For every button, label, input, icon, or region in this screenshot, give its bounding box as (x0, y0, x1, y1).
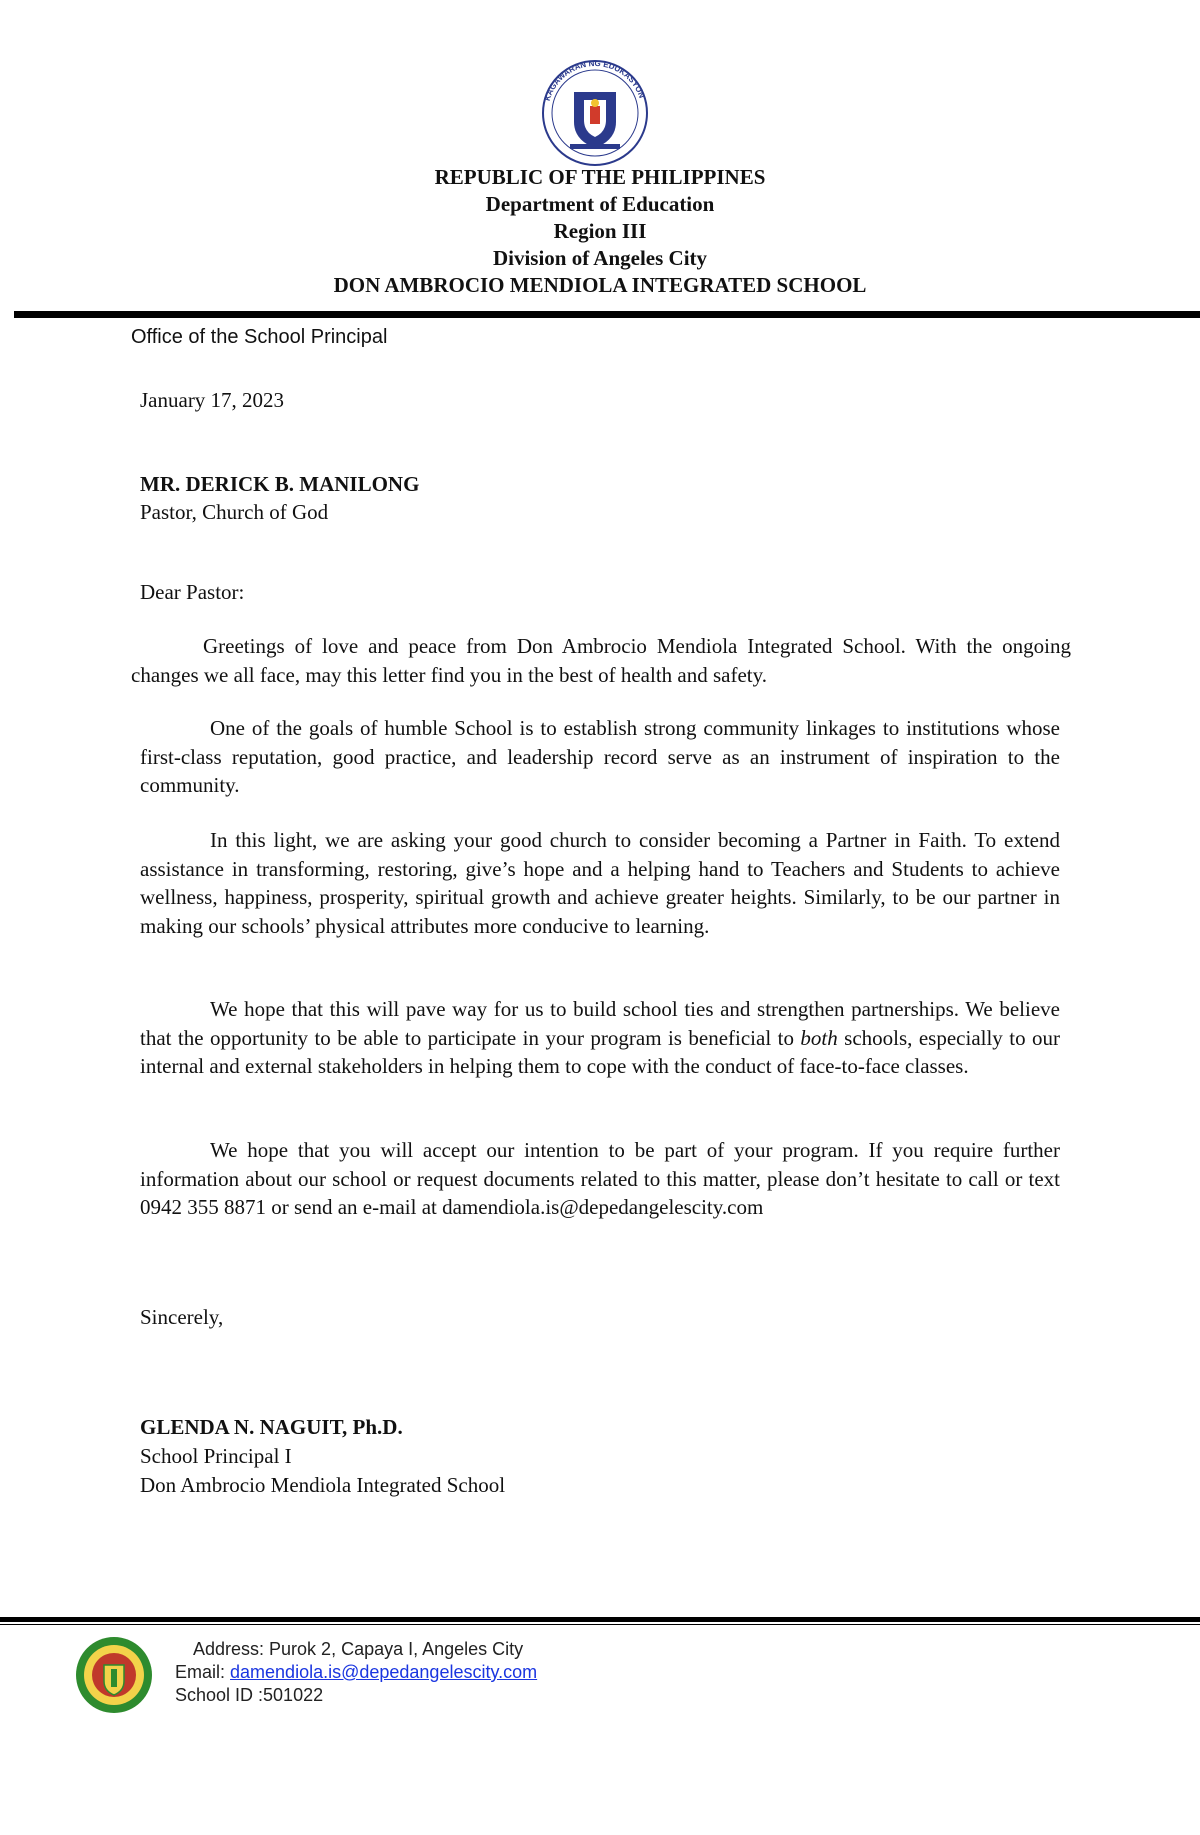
letterhead-division: Division of Angeles City (492, 246, 708, 270)
signature-block (140, 1413, 505, 1500)
footer-contact (175, 1638, 537, 1707)
footer-address: Address: Purok 2, Capaya I, Angeles City (193, 1639, 524, 1659)
school-seal-logo (74, 1635, 154, 1715)
body-paragraph-2: One of the goals of humble School is to establish strong community linkages to institutions whose first-class reputation, good practice, and leadership record serve as an instrument of inspiration to the community. (140, 716, 1060, 797)
deped-seal-logo (540, 58, 650, 168)
signatory-school: Don Ambrocio Mendiola Integrated School (140, 1473, 506, 1497)
letter-date: January 17, 2023 (140, 388, 285, 412)
paragraph-4-text-b: schools, especially to our internal and external stakeholders in helping them to cope with the conduct of face-to-face classes. (140, 1025, 1061, 1078)
recipient-name: MR. DERICK B. MANILONG (140, 472, 420, 496)
letterhead-region: Region III (553, 219, 647, 243)
salutation: Dear Pastor: (140, 580, 245, 604)
footer-email-link[interactable]: damendiola.is@depedangelescity.com (230, 1662, 538, 1682)
letterhead-school: DON AMBROCIO MENDIOLA INTEGRATED SCHOOL (333, 273, 867, 297)
footer-email-line (175, 1661, 537, 1684)
letterhead-country: REPUBLIC OF THE PHILIPPINES (434, 165, 766, 189)
body-paragraph-5: We hope that you will accept our intention to be part of your program. If you require further information about our school or request documents related to this matter, please don’t hesitate to call or text 0942 355 8871 or send an e-mail at damendiola.is@depedangelescity.com (140, 1138, 1060, 1219)
paragraph-4-emphasis: both (800, 1025, 838, 1050)
paragraph-4-text-a: We hope that this will pave way for us to build school ties and strengthen partnerships. We believe that the opportunity to be able to participate in your program is beneficial to (140, 997, 1060, 1050)
seal-ring-text: KAGAWARAN NG EDUKASYON (542, 58, 647, 102)
footer-divider (0, 1617, 1200, 1622)
body-paragraph-4 (140, 995, 1060, 1081)
closing: Sincerely, (140, 1305, 224, 1329)
header-divider (14, 311, 1200, 318)
letterhead-department: Department of Education (485, 192, 715, 216)
footer-divider-thin (0, 1624, 1200, 1625)
footer-school-id: School ID :501022 (175, 1685, 324, 1705)
letterhead (0, 164, 1200, 299)
signatory-name: GLENDA N. NAGUIT, Ph.D. (140, 1415, 403, 1439)
body-paragraph-1: Greetings of love and peace from Don Ambrocio Mendiola Integrated School. With the ongoing changes we all face, may this letter find you in the best of health and safety. (131, 634, 1071, 687)
signatory-title: School Principal I (140, 1444, 292, 1468)
office-label: Office of the School Principal (131, 326, 388, 348)
recipient-title: Pastor, Church of God (140, 500, 329, 524)
body-paragraph-3: In this light, we are asking your good church to consider becoming a Partner in Faith. To extend assistance in transforming, restoring, give’s hope and a helping hand to Teachers and Students to achieve wellness, happiness, prosperity, spiritual growth and achieve greater heights. Similarly, to be our partner in making our schools’ physical attributes more conducive to learning. (140, 828, 1060, 938)
footer-email-label: Email: (175, 1662, 231, 1682)
recipient-block (140, 470, 419, 526)
